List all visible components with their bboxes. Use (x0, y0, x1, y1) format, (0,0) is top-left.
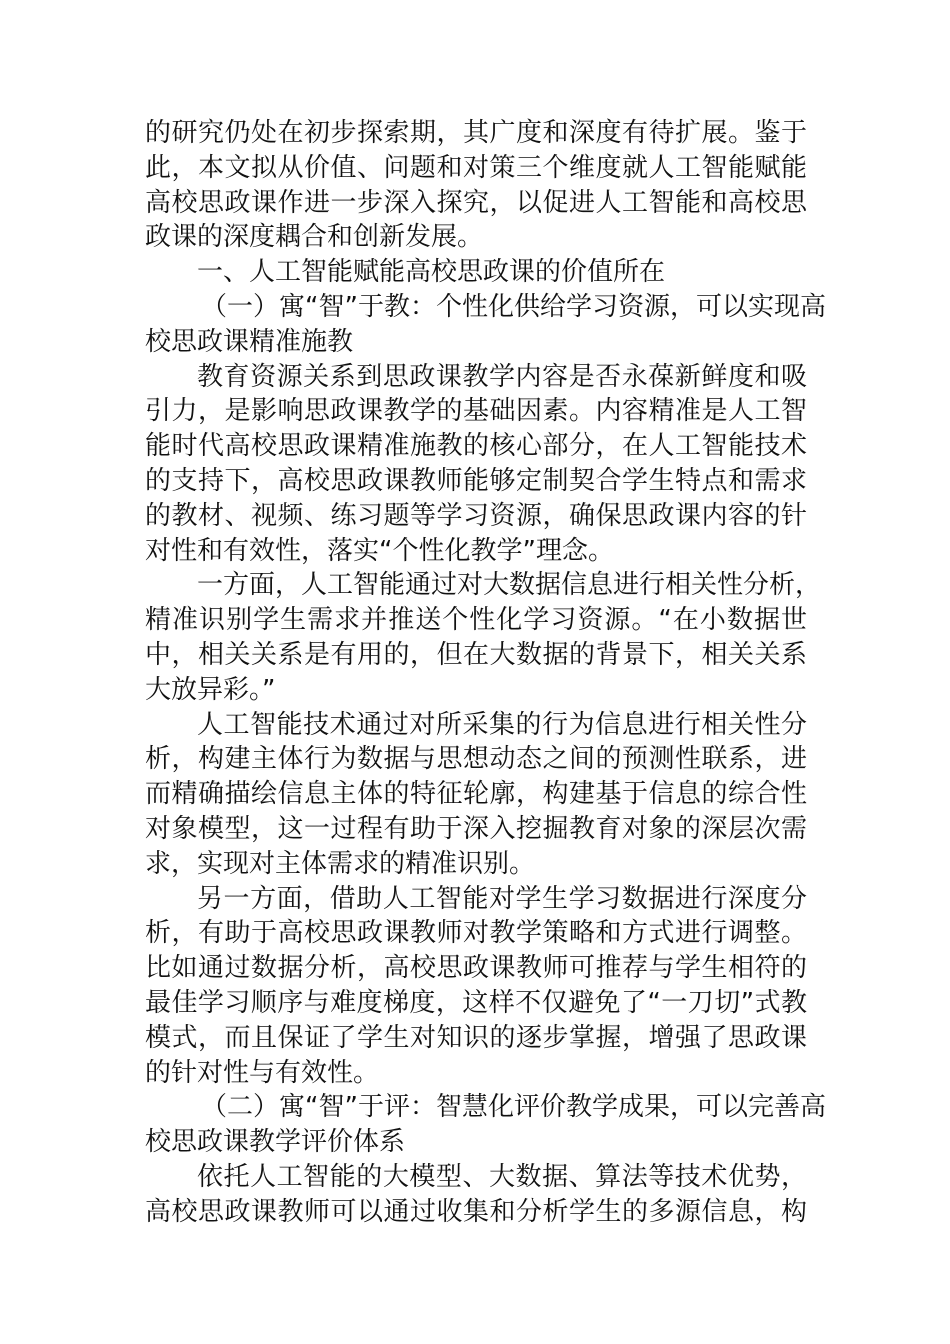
section-heading: 一、人工智能赋能高校思政课的价值所在 (197, 257, 666, 288)
subsection-heading-2 (145, 1090, 826, 1160)
text-line: 的研究仍处在初步探索期，其广度和深度有待扩展。鉴于 (145, 118, 807, 148)
paragraph (145, 568, 822, 707)
text-line: 而精确描绘信息主体的特征轮廓，构建基于信息的综合性 (145, 779, 807, 810)
text-line: 中，相关关系是有用的，但在大数据的背景下，相关关系 (145, 639, 807, 670)
paragraph (145, 1160, 807, 1230)
text-line: 的支持下，高校思政课教师能够定制契合学生特点和需求 (145, 465, 807, 496)
text-line: 依托人工智能的大模型、大数据、算法等技术优势， (197, 1161, 807, 1192)
text-line: 此，本文拟从价值、问题和对策三个维度就人工智能赋能 (145, 152, 807, 183)
text-line: 的教材、视频、练习题等学习资源，确保思政课内容的针 (145, 500, 807, 531)
text-line: 一方面，人工智能通过对大数据信息进行相关性分析， (197, 570, 822, 601)
paragraph (145, 360, 807, 569)
text-line: 政课的深度耦合和创新发展。 (145, 222, 484, 253)
text-line: 的针对性与有效性。 (145, 1057, 380, 1088)
text-line: 模式，而且保证了学生对知识的逐步掌握，增强了思政课 (145, 1022, 807, 1053)
document-page (145, 116, 826, 1230)
intro-paragraph (145, 116, 807, 255)
text-line: 对象模型，这一过程有助于深入挖掘教育对象的深层次需 (145, 813, 807, 844)
text-line: 另一方面，借助人工智能对学生学习数据进行深度分 (197, 883, 807, 914)
text-line: 高校思政课教师可以通过收集和分析学生的多源信息，构 (145, 1196, 807, 1227)
text-line: 能时代高校思政课精准施教的核心部分，在人工智能技术 (145, 431, 807, 462)
text-line: 教育资源关系到思政课教学内容是否永葆新鲜度和吸 (197, 361, 807, 392)
paragraph (145, 882, 807, 1091)
text-line: （二）寓“智”于评：智慧化评价教学成果，可以完善高 (201, 1092, 826, 1123)
text-line: 引力，是影响思政课教学的基础因素。内容精准是人工智 (145, 396, 807, 427)
text-line: 对性和有效性，落实“个性化教学”理念。 (145, 535, 614, 566)
text-line: 析，有助于高校思政课教师对教学策略和方式进行调整。 (145, 918, 807, 949)
text-line: 精准识别学生需求并推送个性化学习资源。“在小数据世 (145, 605, 807, 636)
text-line: 比如通过数据分析，高校思政课教师可推荐与学生相符的 (145, 953, 807, 984)
text-line: 析，构建主体行为数据与思想动态之间的预测性联系，进 (145, 744, 807, 775)
text-line: 最佳学习顺序与难度梯度，这样不仅避免了“一刀切”式教 (145, 987, 807, 1018)
text-line: 求，实现对主体需求的精准识别。 (145, 848, 536, 879)
text-line: （一）寓“智”于教：个性化供给学习资源，可以实现高 (201, 291, 826, 322)
text-line: 人工智能技术通过对所采集的行为信息进行相关性分 (197, 709, 807, 740)
subsection-heading-1 (145, 290, 826, 360)
text-line: 大放异彩。” (145, 674, 276, 705)
paragraph (145, 708, 807, 882)
text-line: 校思政课教学评价体系 (145, 1127, 406, 1158)
text-line: 校思政课精准施教 (145, 326, 354, 357)
text-line: 高校思政课作进一步深入探究，以促进人工智能和高校思 (145, 187, 807, 218)
